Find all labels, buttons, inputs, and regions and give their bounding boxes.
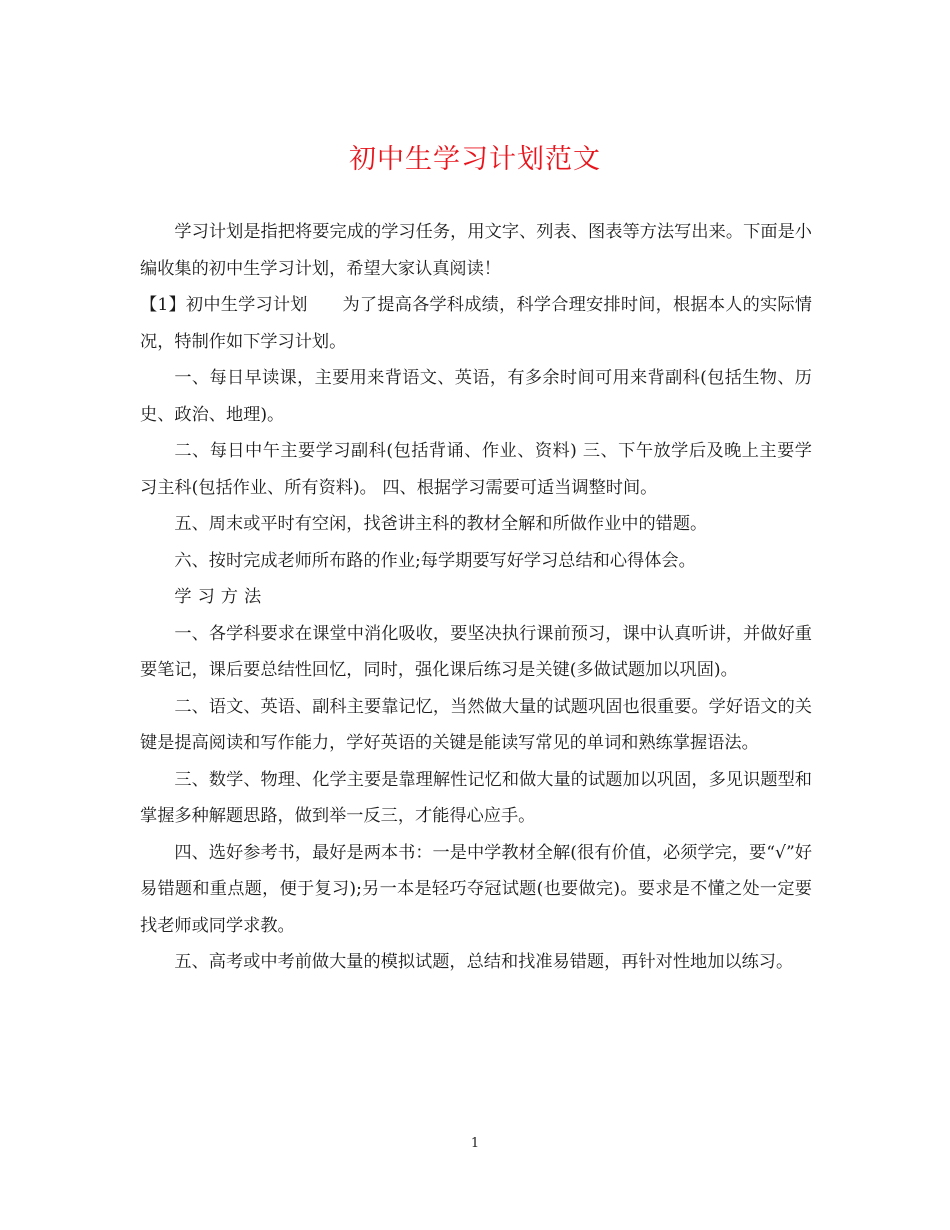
document-body: [140, 214, 812, 981]
paragraph-item-1: 一、每日早读课，主要用来背语文、英语，有多余时间可用来背副科(包括生物、历史、政治、地理)。: [140, 368, 812, 425]
section-heading-methods: 学习方法: [174, 587, 268, 607]
paragraph-item-6: 六、按时完成老师所布路的作业;每学期要写好学习总结和心得体会。: [174, 550, 696, 571]
paragraph-item-2: 二、每日中午主要学习副科(包括背诵、作业、资料) 三、下午放学后及晚上主要学习主科(包括作业、所有资料)。 四、根据学习需要可适当调整时间。: [140, 441, 812, 498]
paragraph-method-4: 四、选好参考书，最好是两本书：一是中学教材全解(很有价值，必须学完，要“√”好易错题和重点题，便于复习);另一本是轻巧夺冠试题(也要做完)。要求是不懂之处一定要找老师或同学求教。: [140, 842, 812, 936]
paragraph-method-1: 一、各学科要求在课堂中消化吸收，要坚决执行课前预习，课中认真听讲，并做好重要笔记，课后要总结性回忆，同时，强化课后练习是关键(多做试题加以巩固)。: [140, 623, 812, 680]
paragraph-method-2: 二、语文、英语、副科主要靠记忆，当然做大量的试题巩固也很重要。学好语文的关键是提高阅读和写作能力，学好英语的关键是能读写常见的单词和熟练掌握语法。: [140, 696, 812, 753]
page-number: 1: [470, 1136, 480, 1151]
document-title: 初中生学习计划范文: [349, 144, 601, 175]
paragraph-plan-heading: 【1】初中生学习计划 为了提高各学科成绩，科学合理安排时间，根据本人的实际情况，特制作如下学习计划。: [140, 295, 812, 352]
paragraph-method-5: 五、高考或中考前做大量的模拟试题，总结和找准易错题，再针对性地加以练习。: [174, 952, 794, 972]
paragraph-method-3: 三、数学、物理、化学主要是靠理解性记忆和做大量的试题加以巩固，多见识题型和掌握多种解题思路，做到举一反三，才能得心应手。: [140, 769, 812, 826]
paragraph-item-5: 五、周末或平时有空闲，找爸讲主科的教材全解和所做作业中的错题。: [174, 514, 708, 534]
paragraph-intro: 学习计划是指把将要完成的学习任务，用文字、列表、图表等方法写出来。下面是小编收集的初中生学习计划，希望大家认真阅读！: [140, 222, 812, 279]
